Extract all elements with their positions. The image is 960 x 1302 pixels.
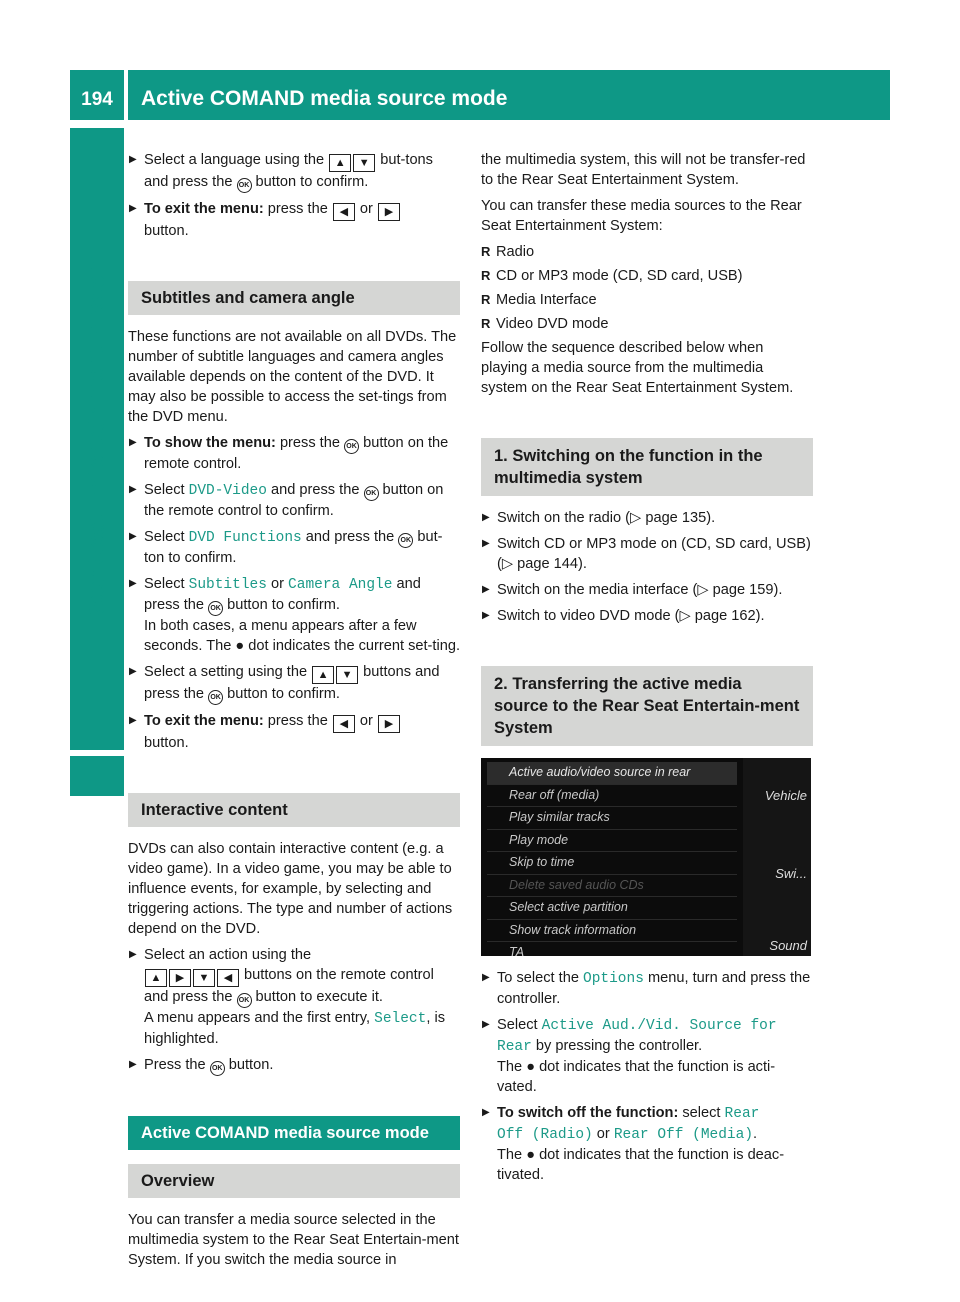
step-select-setting: ▶ Select a setting using the ▲ ▼ buttons and press the OK button to confirm. — [128, 662, 460, 705]
step-select-dvd-video: ▶ Select DVD-Video and press the OK button on the remote control to confirm. — [128, 480, 460, 521]
list-item: R Video DVD mode — [481, 314, 813, 334]
section-heading-transferring: 2. Transferring the active media source to the Rear Seat Entertain-ment System — [481, 666, 813, 746]
menu-item-disabled: Delete saved audio CDs — [487, 875, 737, 898]
ok-button-icon: OK — [210, 1061, 225, 1076]
step-switch-media-interface: ▶ Switch on the media interface (▷ page 159). — [481, 580, 813, 600]
section-heading-overview: Overview — [128, 1164, 460, 1198]
section-heading-active-comand: Active COMAND media source mode — [128, 1116, 460, 1150]
right-key-icon: ▶ — [378, 203, 400, 221]
page-ref-icon: ▷ — [679, 608, 691, 624]
paragraph-overview: You can transfer a media source selected in the multimedia system to the Rear Seat Entertain-ment System. If you switch the media source in — [128, 1212, 459, 1268]
vehicle-label: Vehicle — [764, 788, 807, 803]
ok-button-icon: OK — [344, 439, 359, 454]
step-show-menu: ▶ To show the menu: press the OK button on the remote control. — [128, 433, 460, 474]
ok-button-icon: OK — [208, 690, 223, 705]
page-ref-icon: ▷ — [697, 582, 709, 598]
section-heading-subtitles: Subtitles and camera angle — [128, 281, 460, 315]
ok-button-icon: OK — [364, 486, 379, 501]
ok-button-icon: OK — [208, 601, 223, 616]
menu-item: Play similar tracks — [487, 807, 737, 830]
step-switch-radio: ▶ Switch on the radio (▷ page 135). — [481, 508, 813, 528]
screen-side-panel — [743, 758, 811, 956]
list-item: R Media Interface — [481, 290, 813, 310]
step-press-ok: ▶ Press the OK button. — [128, 1055, 460, 1076]
paragraph-interactive: DVDs can also contain interactive content (e.g. a video game). In a video game, you may be able to influence events, for example, by selecting and triggering actions. The type and number of actions depend on the DVD. — [128, 841, 453, 937]
up-key-icon: ▲ — [312, 666, 334, 684]
menu-item: Select active partition — [487, 897, 737, 920]
ok-button-icon: OK — [398, 533, 413, 548]
up-key-icon: ▲ — [145, 969, 167, 987]
page-number: 194 — [70, 70, 124, 120]
down-key-icon: ▼ — [336, 666, 358, 684]
down-key-icon: ▼ — [193, 969, 215, 987]
options-menu — [487, 762, 737, 956]
step-select-dvd-functions: ▶ Select DVD Functions and press the OK but-ton to confirm. — [128, 527, 460, 568]
right-key-icon: ▶ — [378, 715, 400, 733]
step-switch-dvd: ▶ Switch to video DVD mode (▷ page 162). — [481, 606, 813, 626]
section-heading-interactive: Interactive content — [128, 793, 460, 827]
sound-label: Sound — [769, 938, 807, 953]
left-key-icon: ◀ — [217, 969, 239, 987]
list-item: R Radio — [481, 242, 813, 262]
ok-button-icon: OK — [237, 178, 252, 193]
paragraph-continued: the multimedia system, this will not be transfer-red to the Rear Seat Entertainment System. — [481, 152, 806, 188]
step-select-action: ▶ Select an action using the ▲ ▶ ▼ ◀ buttons on the remote control and press the OK button to execute it. A menu appears and the first entry, Select, is highlighted. — [128, 945, 460, 1049]
side-chapter-title: Rear Seat Entertainment System — [83, 253, 110, 625]
step-select-subtitles: ▶ Select Subtitles or Camera Angle and press the OK button to confirm. In both cases, a menu appears after a few seconds. The ● dot indicates the current set-ting. — [128, 574, 460, 656]
step-exit-menu-2: ▶ To exit the menu: press the ◀ or ▶ button. — [128, 711, 460, 753]
page-header-title: Active COMAND media source mode — [128, 70, 890, 120]
menu-item: Skip to time — [487, 852, 737, 875]
menu-item: TA — [487, 942, 737, 956]
down-key-icon: ▼ — [353, 154, 375, 172]
switch-label: Swi... — [775, 866, 807, 881]
step-exit-menu: ▶ To exit the menu: press the ◀ or ▶ button. — [128, 199, 460, 241]
paragraph-subtitles: These functions are not available on all DVDs. The number of subtitle languages and camera angles available depends on the content of the DVD. It may also be possible to access the set-tings from the DVD menu. — [128, 329, 457, 425]
left-key-icon: ◀ — [333, 715, 355, 733]
ok-button-icon: OK — [237, 993, 252, 1008]
menu-item: Show track information — [487, 920, 737, 943]
menu-item-active-source: Active audio/video source in rear — [487, 762, 737, 785]
step-select-language: ▶ Select a language using the ▲ ▼ but-tons and press the OK button to confirm. — [128, 150, 460, 193]
section-heading-switching-on: 1. Switching on the function in the multimedia system — [481, 438, 813, 496]
right-column — [481, 150, 813, 1191]
comand-screenshot — [481, 758, 811, 956]
step-select-options: ▶ To select the Options menu, turn and press the controller. — [481, 968, 813, 1009]
left-column — [128, 150, 460, 1276]
right-key-icon: ▶ — [169, 969, 191, 987]
paragraph-sequence: Follow the sequence described below when playing a media source from the multimedia system on the Rear Seat Entertainment System. — [481, 340, 794, 396]
step-switch-off: ▶ To switch off the function: select Rear Off (Radio) or Rear Off (Media). The ● dot indicates that the function is deac-tivated. — [481, 1103, 813, 1185]
up-key-icon: ▲ — [329, 154, 351, 172]
menu-item: Rear off (media) — [487, 785, 737, 808]
list-item: R CD or MP3 mode (CD, SD card, USB) — [481, 266, 813, 286]
menu-item: Play mode — [487, 830, 737, 853]
step-select-active-source: ▶ Select Active Aud./Vid. Source for Rear by pressing the controller. The ● dot indicates that the function is acti-vated. — [481, 1015, 813, 1097]
left-key-icon: ◀ — [333, 203, 355, 221]
page-ref-icon: ▷ — [630, 510, 642, 526]
paragraph-sources-intro: You can transfer these media sources to the Rear Seat Entertainment System: — [481, 198, 802, 234]
step-switch-cd: ▶ Switch CD or MP3 mode on (CD, SD card, USB) (▷ page 144). — [481, 534, 813, 574]
page-ref-icon: ▷ — [501, 556, 514, 572]
side-marker — [70, 756, 124, 796]
